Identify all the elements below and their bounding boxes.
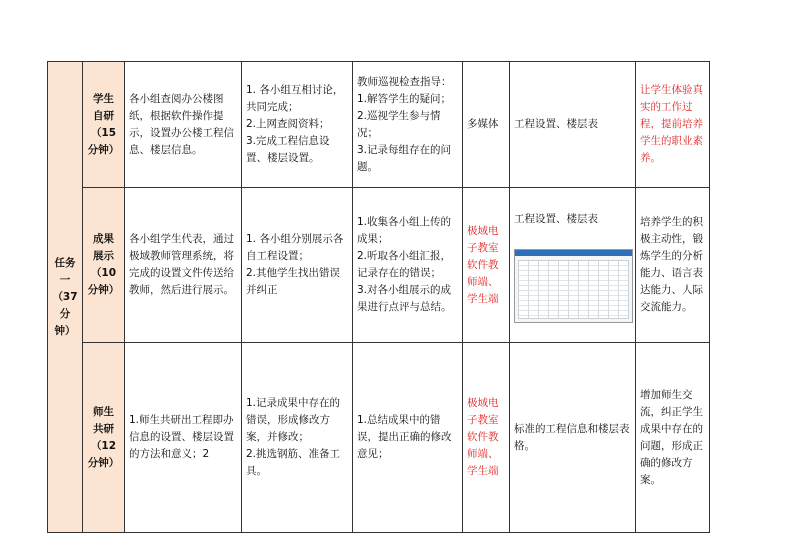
teacher-activity-cell: 教师巡视检查指导： 1.解答学生的疑问； 2.巡视学生参与情况； 3.记录每组存在的问题。 xyxy=(353,62,463,188)
table-row xyxy=(48,188,710,343)
teacher-activity-cell: 1.收集各小组上传的成果； 2.听取各小组汇报，记录存在的错误； 3.对各小组展示的成果进行点评与总结。 xyxy=(353,188,463,343)
student-activity-cell: 1. 各小组互相讨论，共同完成； 2.上网查阅资料； 3.完成工程信息设置、楼层设置。 xyxy=(242,62,353,188)
lesson-plan-table xyxy=(47,61,710,533)
resource-cell: 极域电子教室软件教师端、学生端 xyxy=(463,343,510,533)
content-cell: 各小组学生代表，通过极域教师管理系统，将完成的设置文件传送给教师，然后进行展示。 xyxy=(125,188,242,343)
software-screenshot-thumbnail xyxy=(514,249,633,323)
media-cell: 工程设置、楼层表 xyxy=(510,62,636,188)
spreadsheet-grid xyxy=(518,260,629,319)
media-cell: 标准的工程信息和楼层表格。 xyxy=(510,343,636,533)
media-caption: 工程设置、楼层表 xyxy=(514,213,598,225)
resource-cell: 多媒体 xyxy=(463,62,510,188)
stage-label: 师生 共研 （12 分钟） xyxy=(83,343,125,533)
window-titlebar xyxy=(515,250,632,256)
table-row xyxy=(48,62,710,188)
stage-label: 学生 自研 （15 分钟） xyxy=(83,62,125,188)
goal-cell: 培养学生的积极主动性，锻炼学生的分析能力、语言表达能力、人际交流能力。 xyxy=(636,188,710,343)
content-cell: 1.师生共研出工程即办信息的设置、楼层设置的方法和意义；2 xyxy=(125,343,242,533)
student-activity-cell: 1. 各小组分别展示各自工程设置； 2.其他学生找出错误并纠正 xyxy=(242,188,353,343)
task-label: 任务 一 （37 分 钟） xyxy=(48,62,83,533)
teacher-activity-cell: 1.总结成果中的错误，提出正确的修改意见； xyxy=(353,343,463,533)
stage-label: 成果 展示 （10 分钟） xyxy=(83,188,125,343)
goal-cell: 增加师生交流，纠正学生成果中存在的问题，形成正确的修改方案。 xyxy=(636,343,710,533)
goal-cell: 让学生体验真实的工作过程，提前培养学生的职业素养。 xyxy=(636,62,710,188)
table-row xyxy=(48,343,710,533)
student-activity-cell: 1.记录成果中存在的错误，形成修改方案，并修改； 2.挑选钢筋、准备工具。 xyxy=(242,343,353,533)
content-cell: 各小组查阅办公楼图纸，根据软件操作提示，设置办公楼工程信息、楼层信息。 xyxy=(125,62,242,188)
resource-cell: 极域电子教室软件教师端、学生端 xyxy=(463,188,510,343)
media-cell xyxy=(510,188,636,343)
